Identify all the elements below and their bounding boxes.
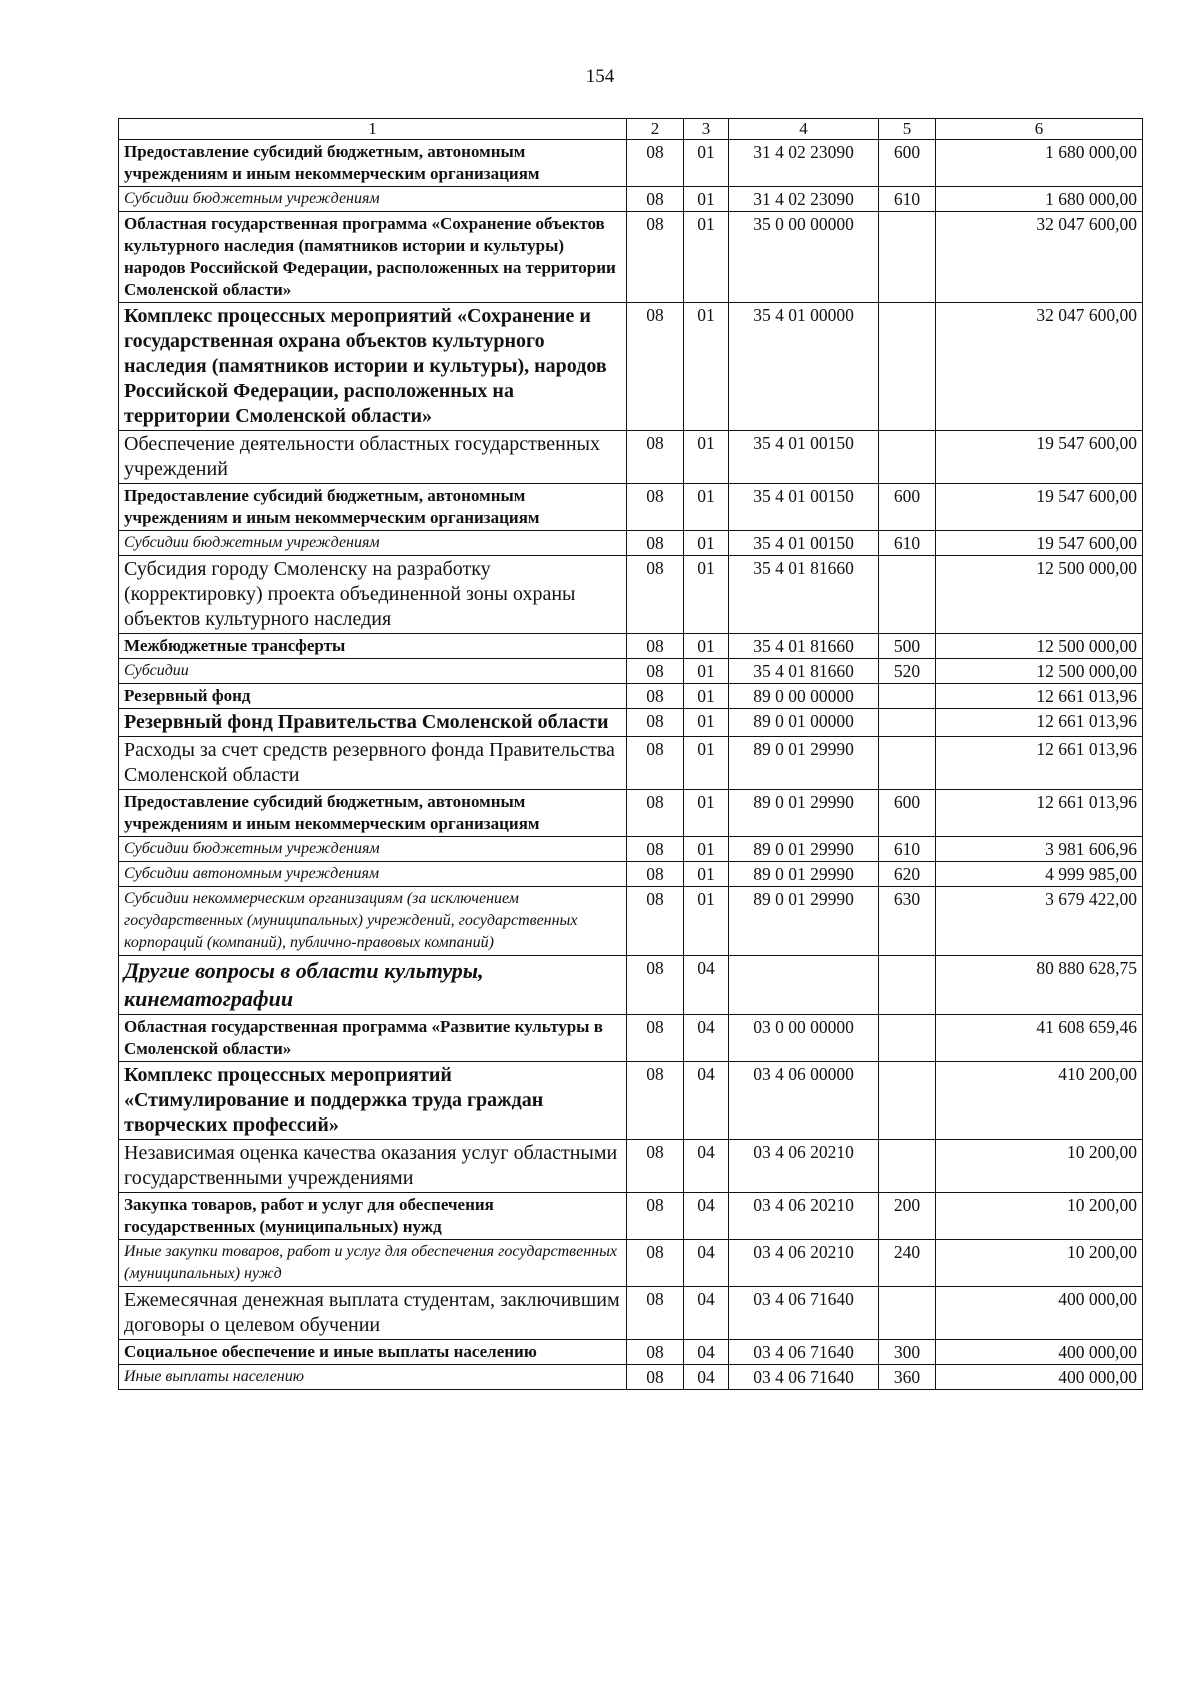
subsection-code-cell: 01 — [684, 556, 729, 634]
table-row — [119, 1193, 1143, 1240]
expense-type-cell: 240 — [879, 1240, 936, 1287]
section-code-cell: 08 — [627, 1140, 684, 1193]
section-code-cell: 08 — [627, 431, 684, 484]
target-article-cell: 03 4 06 71640 — [729, 1365, 879, 1390]
table-row — [119, 187, 1143, 212]
expense-type-cell: 500 — [879, 634, 936, 659]
amount-cell: 10 200,00 — [936, 1140, 1143, 1193]
target-article-cell: 03 4 06 71640 — [729, 1340, 879, 1365]
row-name-cell: Обеспечение деятельности областных государственных учреждений — [119, 431, 627, 484]
target-article-cell: 89 0 01 29990 — [729, 837, 879, 862]
section-code-cell: 08 — [627, 1365, 684, 1390]
header-cell: 4 — [729, 119, 879, 140]
subsection-code-cell: 01 — [684, 140, 729, 187]
target-article-cell: 35 4 01 81660 — [729, 556, 879, 634]
subsection-code-cell: 01 — [684, 709, 729, 737]
subsection-code-cell: 01 — [684, 531, 729, 556]
section-code-cell: 08 — [627, 212, 684, 303]
table-row — [119, 531, 1143, 556]
section-code-cell: 08 — [627, 556, 684, 634]
expense-type-cell — [879, 709, 936, 737]
target-article-cell: 03 4 06 20210 — [729, 1193, 879, 1240]
row-name-cell: Комплекс процессных мероприятий «Стимулирование и поддержка труда граждан творческих профессий» — [119, 1062, 627, 1140]
subsection-code-cell: 01 — [684, 737, 729, 790]
row-name-cell: Субсидии некоммерческим организациям (за исключением государственных (муниципальных) учреждений, государственных корпораций (компаний), публично-правовых компаний) — [119, 887, 627, 956]
amount-cell: 19 547 600,00 — [936, 484, 1143, 531]
amount-cell: 32 047 600,00 — [936, 303, 1143, 431]
row-name-cell: Комплекс процессных мероприятий «Сохранение и государственная охрана объектов культурного наследия (памятников истории и культуры), народов Российской Федерации, расположенных на территории Смоленской области» — [119, 303, 627, 431]
header-cell: 1 — [119, 119, 627, 140]
budget-table — [118, 118, 1143, 1390]
section-code-cell: 08 — [627, 1062, 684, 1140]
table-row — [119, 709, 1143, 737]
amount-cell: 1 680 000,00 — [936, 187, 1143, 212]
expense-type-cell: 610 — [879, 187, 936, 212]
table-row — [119, 634, 1143, 659]
amount-cell: 19 547 600,00 — [936, 431, 1143, 484]
table-row — [119, 1015, 1143, 1062]
amount-cell: 41 608 659,46 — [936, 1015, 1143, 1062]
target-article-cell: 35 4 01 81660 — [729, 659, 879, 684]
subsection-code-cell: 04 — [684, 1287, 729, 1340]
expense-type-cell — [879, 1287, 936, 1340]
section-code-cell: 08 — [627, 887, 684, 956]
subsection-code-cell: 04 — [684, 1015, 729, 1062]
target-article-cell: 03 4 06 20210 — [729, 1240, 879, 1287]
section-code-cell: 08 — [627, 1240, 684, 1287]
amount-cell: 19 547 600,00 — [936, 531, 1143, 556]
table-row — [119, 431, 1143, 484]
section-code-cell: 08 — [627, 303, 684, 431]
table-row — [119, 556, 1143, 634]
header-cell: 6 — [936, 119, 1143, 140]
amount-cell: 12 500 000,00 — [936, 659, 1143, 684]
table-row — [119, 140, 1143, 187]
table-row — [119, 1365, 1143, 1390]
target-article-cell: 35 4 01 00000 — [729, 303, 879, 431]
expense-type-cell: 360 — [879, 1365, 936, 1390]
amount-cell: 410 200,00 — [936, 1062, 1143, 1140]
row-name-cell: Закупка товаров, работ и услуг для обеспечения государственных (муниципальных) нужд — [119, 1193, 627, 1240]
table-row — [119, 303, 1143, 431]
expense-type-cell — [879, 303, 936, 431]
table-row — [119, 1140, 1143, 1193]
row-name-cell: Субсидии бюджетным учреждениям — [119, 187, 627, 212]
subsection-code-cell: 04 — [684, 1062, 729, 1140]
page-number: 154 — [585, 66, 615, 87]
target-article-cell: 03 4 06 00000 — [729, 1062, 879, 1140]
expense-type-cell: 630 — [879, 887, 936, 956]
amount-cell: 4 999 985,00 — [936, 862, 1143, 887]
section-code-cell: 08 — [627, 140, 684, 187]
subsection-code-cell: 01 — [684, 484, 729, 531]
section-code-cell: 08 — [627, 659, 684, 684]
subsection-code-cell: 01 — [684, 887, 729, 956]
expense-type-cell — [879, 684, 936, 709]
expense-type-cell: 200 — [879, 1193, 936, 1240]
row-name-cell: Предоставление субсидий бюджетным, автономным учреждениям и иным некоммерческим организациям — [119, 484, 627, 531]
expense-type-cell: 600 — [879, 484, 936, 531]
table-row — [119, 659, 1143, 684]
table-row — [119, 737, 1143, 790]
subsection-code-cell: 01 — [684, 837, 729, 862]
expense-type-cell: 610 — [879, 531, 936, 556]
table-row — [119, 484, 1143, 531]
expense-type-cell — [879, 956, 936, 1015]
subsection-code-cell: 01 — [684, 659, 729, 684]
amount-cell: 3 679 422,00 — [936, 887, 1143, 956]
amount-cell: 32 047 600,00 — [936, 212, 1143, 303]
header-cell: 2 — [627, 119, 684, 140]
subsection-code-cell: 01 — [684, 187, 729, 212]
expense-type-cell: 600 — [879, 140, 936, 187]
amount-cell: 12 500 000,00 — [936, 634, 1143, 659]
table-row — [119, 1240, 1143, 1287]
row-name-cell: Иные закупки товаров, работ и услуг для обеспечения государственных (муниципальных) нужд — [119, 1240, 627, 1287]
row-name-cell: Предоставление субсидий бюджетным, автономным учреждениям и иным некоммерческим организациям — [119, 790, 627, 837]
row-name-cell: Резервный фонд — [119, 684, 627, 709]
amount-cell: 12 661 013,96 — [936, 737, 1143, 790]
section-code-cell: 08 — [627, 1287, 684, 1340]
section-code-cell: 08 — [627, 956, 684, 1015]
expense-type-cell — [879, 431, 936, 484]
amount-cell: 400 000,00 — [936, 1340, 1143, 1365]
table-row — [119, 862, 1143, 887]
target-article-cell: 03 4 06 71640 — [729, 1287, 879, 1340]
target-article-cell: 03 4 06 20210 — [729, 1140, 879, 1193]
amount-cell: 1 680 000,00 — [936, 140, 1143, 187]
expense-type-cell — [879, 737, 936, 790]
target-article-cell: 31 4 02 23090 — [729, 140, 879, 187]
table-row — [119, 212, 1143, 303]
subsection-code-cell: 04 — [684, 1140, 729, 1193]
target-article-cell: 35 4 01 00150 — [729, 531, 879, 556]
row-name-cell: Предоставление субсидий бюджетным, автономным учреждениям и иным некоммерческим организациям — [119, 140, 627, 187]
row-name-cell: Субсидии бюджетным учреждениям — [119, 837, 627, 862]
subsection-code-cell: 04 — [684, 1365, 729, 1390]
amount-cell: 400 000,00 — [936, 1365, 1143, 1390]
table-row — [119, 956, 1143, 1015]
row-name-cell: Межбюджетные трансферты — [119, 634, 627, 659]
expense-type-cell — [879, 212, 936, 303]
section-code-cell: 08 — [627, 187, 684, 212]
subsection-code-cell: 04 — [684, 1340, 729, 1365]
target-article-cell: 35 4 01 00150 — [729, 484, 879, 531]
target-article-cell: 35 4 01 00150 — [729, 431, 879, 484]
section-code-cell: 08 — [627, 684, 684, 709]
table-row — [119, 1340, 1143, 1365]
subsection-code-cell: 01 — [684, 684, 729, 709]
expense-type-cell: 610 — [879, 837, 936, 862]
subsection-code-cell: 01 — [684, 212, 729, 303]
row-name-cell: Субсидия городу Смоленску на разработку (корректировку) проекта объединенной зоны охраны объектов культурного наследия — [119, 556, 627, 634]
row-name-cell: Социальное обеспечение и иные выплаты населению — [119, 1340, 627, 1365]
amount-cell: 3 981 606,96 — [936, 837, 1143, 862]
expense-type-cell: 520 — [879, 659, 936, 684]
subsection-code-cell: 01 — [684, 431, 729, 484]
expense-type-cell — [879, 556, 936, 634]
amount-cell: 400 000,00 — [936, 1287, 1143, 1340]
table-row — [119, 887, 1143, 956]
target-article-cell: 31 4 02 23090 — [729, 187, 879, 212]
subsection-code-cell: 04 — [684, 956, 729, 1015]
subsection-code-cell: 04 — [684, 1193, 729, 1240]
amount-cell: 10 200,00 — [936, 1193, 1143, 1240]
header-cell: 5 — [879, 119, 936, 140]
target-article-cell: 35 4 01 81660 — [729, 634, 879, 659]
row-name-cell: Расходы за счет средств резервного фонда Правительства Смоленской области — [119, 737, 627, 790]
header-row — [119, 119, 1143, 140]
table-row — [119, 684, 1143, 709]
amount-cell: 12 661 013,96 — [936, 684, 1143, 709]
table-row — [119, 1062, 1143, 1140]
target-article-cell — [729, 956, 879, 1015]
row-name-cell: Субсидии — [119, 659, 627, 684]
target-article-cell: 89 0 00 00000 — [729, 684, 879, 709]
row-name-cell: Субсидии автономным учреждениям — [119, 862, 627, 887]
subsection-code-cell: 01 — [684, 790, 729, 837]
amount-cell: 12 661 013,96 — [936, 790, 1143, 837]
row-name-cell: Областная государственная программа «Сохранение объектов культурного наследия (памятников истории и культуры) народов Российской Федерации, расположенных на территории Смоленской области» — [119, 212, 627, 303]
row-name-cell: Ежемесячная денежная выплата студентам, заключившим договоры о целевом обучении — [119, 1287, 627, 1340]
section-code-cell: 08 — [627, 862, 684, 887]
section-code-cell: 08 — [627, 837, 684, 862]
target-article-cell: 35 0 00 00000 — [729, 212, 879, 303]
target-article-cell: 89 0 01 29990 — [729, 737, 879, 790]
section-code-cell: 08 — [627, 709, 684, 737]
section-code-cell: 08 — [627, 1193, 684, 1240]
target-article-cell: 03 0 00 00000 — [729, 1015, 879, 1062]
section-code-cell: 08 — [627, 1015, 684, 1062]
subsection-code-cell: 01 — [684, 634, 729, 659]
amount-cell: 80 880 628,75 — [936, 956, 1143, 1015]
amount-cell: 10 200,00 — [936, 1240, 1143, 1287]
table-row — [119, 1287, 1143, 1340]
expense-type-cell — [879, 1140, 936, 1193]
section-code-cell: 08 — [627, 1340, 684, 1365]
row-name-cell: Областная государственная программа «Развитие культуры в Смоленской области» — [119, 1015, 627, 1062]
section-code-cell: 08 — [627, 531, 684, 556]
section-code-cell: 08 — [627, 634, 684, 659]
row-name-cell: Независимая оценка качества оказания услуг областными государственными учреждениями — [119, 1140, 627, 1193]
subsection-code-cell: 01 — [684, 862, 729, 887]
section-code-cell: 08 — [627, 737, 684, 790]
expense-type-cell: 300 — [879, 1340, 936, 1365]
expense-type-cell: 600 — [879, 790, 936, 837]
subsection-code-cell: 01 — [684, 303, 729, 431]
section-code-cell: 08 — [627, 790, 684, 837]
amount-cell: 12 661 013,96 — [936, 709, 1143, 737]
row-name-cell: Иные выплаты населению — [119, 1365, 627, 1390]
expense-type-cell — [879, 1062, 936, 1140]
row-name-cell: Резервный фонд Правительства Смоленской области — [119, 709, 627, 737]
table-row — [119, 837, 1143, 862]
row-name-cell: Субсидии бюджетным учреждениям — [119, 531, 627, 556]
section-code-cell: 08 — [627, 484, 684, 531]
table-row — [119, 790, 1143, 837]
target-article-cell: 89 0 01 29990 — [729, 887, 879, 956]
target-article-cell: 89 0 01 00000 — [729, 709, 879, 737]
amount-cell: 12 500 000,00 — [936, 556, 1143, 634]
row-name-cell: Другие вопросы в области культуры, кинематографии — [119, 956, 627, 1015]
expense-type-cell — [879, 1015, 936, 1062]
target-article-cell: 89 0 01 29990 — [729, 790, 879, 837]
header-cell: 3 — [684, 119, 729, 140]
subsection-code-cell: 04 — [684, 1240, 729, 1287]
expense-type-cell: 620 — [879, 862, 936, 887]
target-article-cell: 89 0 01 29990 — [729, 862, 879, 887]
